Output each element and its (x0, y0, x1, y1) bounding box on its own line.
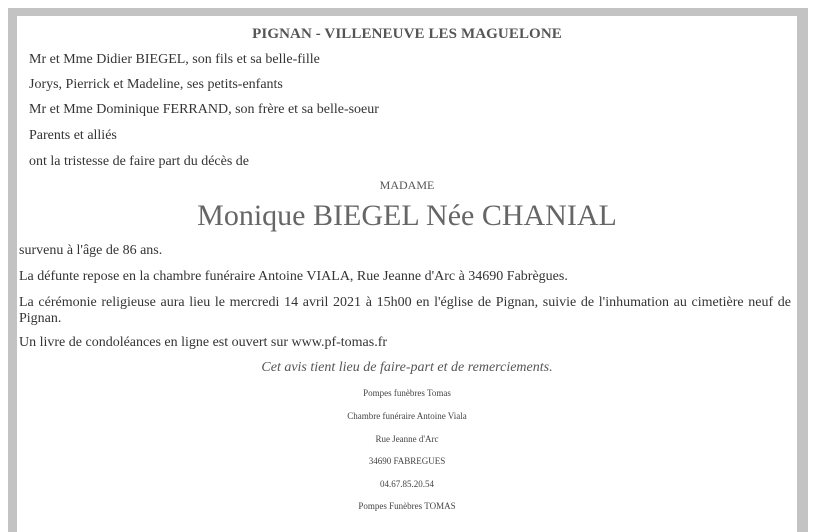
deceased-name: Monique BIEGEL Née CHANIAL (197, 199, 617, 232)
contact-line: Pompes Funèbres TOMAS (358, 501, 456, 511)
rest-place-line: La défunte repose en la chambre funéraire Antoine VIALA, Rue Jeanne d'Arc à 34690 Fabrègues. (19, 269, 568, 284)
notice-note: Cet avis tient lieu de faire-part et de remerciements. (261, 360, 553, 375)
condolences-line: Un livre de condoléances en ligne est ouvert sur www.pf-tomas.fr (19, 335, 388, 350)
contact-line: Chambre funéraire Antoine Viala (347, 411, 467, 421)
family-line: Mr et Mme Dominique FERRAND, son frère et sa belle-soeur (29, 102, 379, 117)
deceased-title: MADAME (379, 178, 435, 192)
family-line: Jorys, Pierrick et Madeline, ses petits-enfants (29, 77, 283, 92)
contact-line: Rue Jeanne d'Arc (375, 434, 439, 444)
family-line: ont la tristesse de faire part du décès de (29, 154, 250, 169)
ceremony-line: La cérémonie religieuse aura lieu le mercredi 14 avril 2021 à 15h00 en l'église de Pignan, suivie de l'inhumation au cimetière neuf de Pignan. (19, 295, 791, 326)
contact-line: Pompes funèbres Tomas (363, 388, 451, 398)
contact-line: 34690 FABREGUES (368, 456, 446, 466)
contact-line: 04.67.85.20.54 (380, 479, 434, 489)
obituary-notice (17, 16, 797, 532)
family-line: Parents et alliés (29, 128, 117, 143)
age-line: survenu à l'âge de 86 ans. (19, 243, 163, 258)
notice-location: PIGNAN - VILLENEUVE LES MAGUELONE (252, 26, 562, 42)
family-line: Mr et Mme Didier BIEGEL, son fils et sa belle-fille (29, 52, 320, 67)
